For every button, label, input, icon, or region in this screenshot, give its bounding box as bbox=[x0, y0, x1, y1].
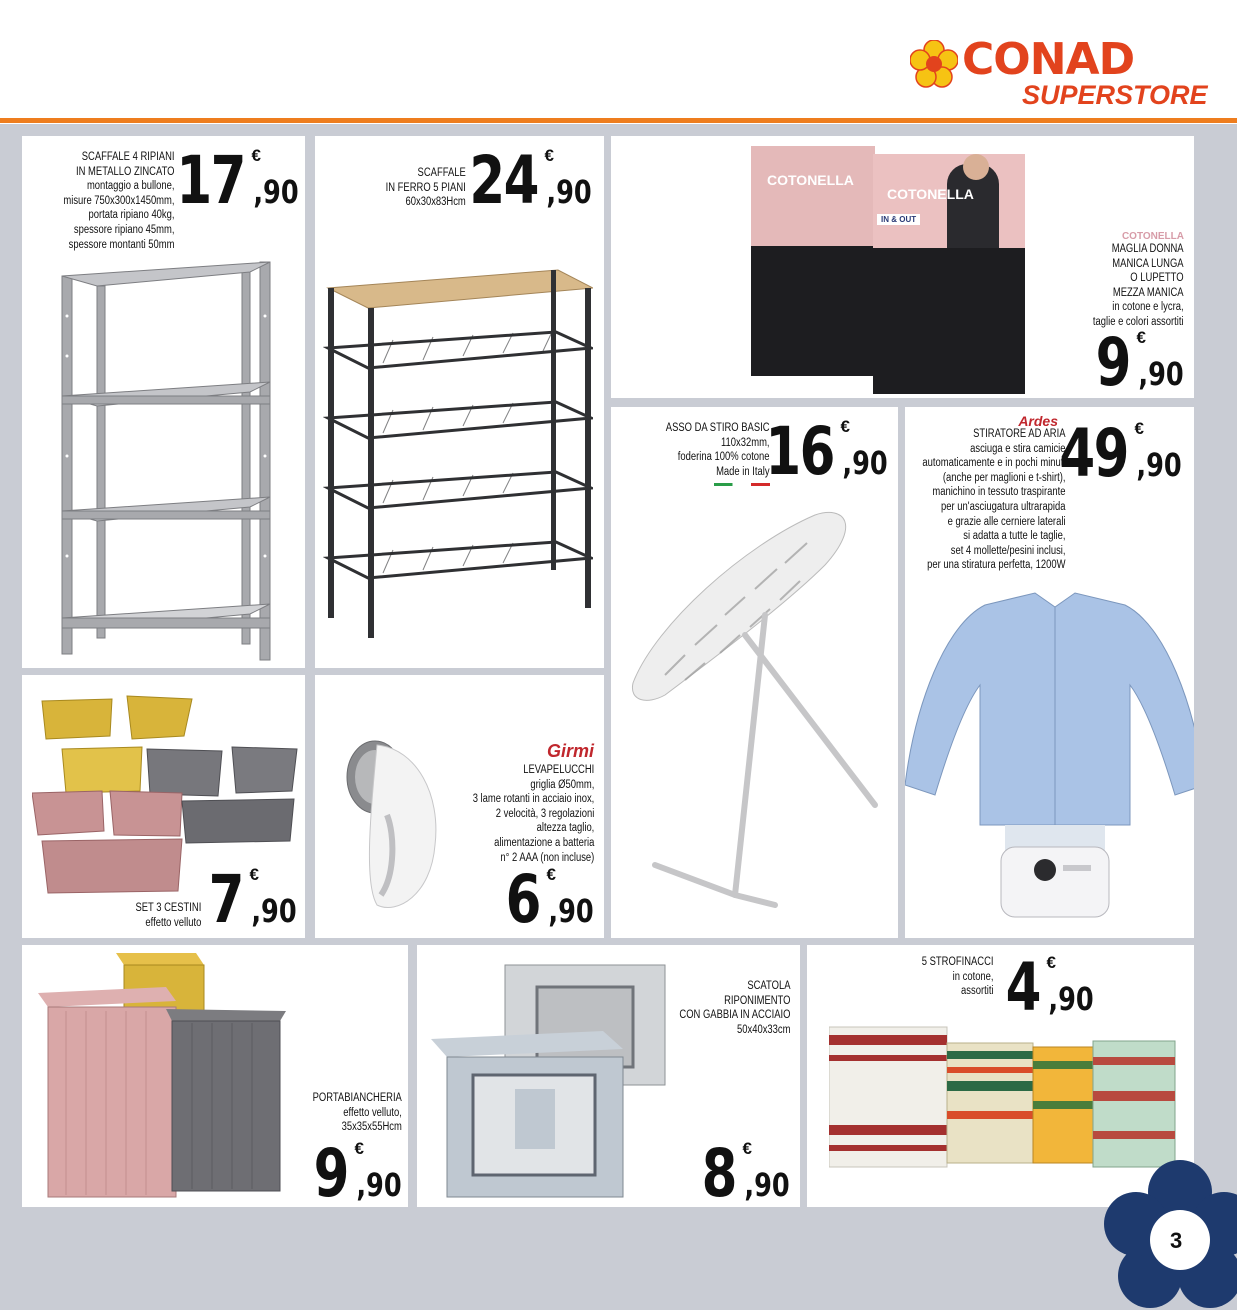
price-integer: 7 bbox=[208, 861, 243, 938]
metal-shelf-image bbox=[52, 256, 282, 666]
price-tag bbox=[765, 413, 888, 490]
desc-line: 50x40x33cm bbox=[736, 1023, 790, 1036]
desc-line: O LUPETTO bbox=[1130, 272, 1184, 285]
price-decimal: ,90 bbox=[1138, 355, 1184, 393]
flower-icon bbox=[910, 40, 958, 88]
desc-line: effetto velluto, bbox=[343, 1106, 402, 1119]
product-description bbox=[472, 763, 594, 865]
currency-symbol: € bbox=[546, 865, 556, 884]
price-tag bbox=[468, 142, 592, 219]
desc-line: IN FERRO 5 PIANI bbox=[385, 181, 466, 194]
desc-line: n° 2 AAA (non incluse) bbox=[500, 851, 594, 864]
desc-line: spessore ripiano 45mm, bbox=[74, 223, 175, 236]
brand-logo: COTONELLA bbox=[1121, 231, 1184, 242]
price-integer: 6 bbox=[505, 861, 540, 938]
price-integer: 24 bbox=[469, 142, 538, 219]
desc-line: SCAFFALE 4 RIPIANI bbox=[82, 151, 175, 163]
desc-line: automaticamente e in pochi minuti bbox=[922, 457, 1066, 470]
shirt-package-front bbox=[873, 154, 1025, 394]
package-brand: COTONELLA bbox=[767, 172, 854, 188]
product-description bbox=[64, 150, 175, 252]
desc-line: spessore montanti 50mm bbox=[69, 238, 175, 251]
brand-logo: Girmi bbox=[546, 741, 594, 761]
price-tag bbox=[205, 861, 297, 938]
product-card-shelf5[interactable] bbox=[315, 136, 604, 668]
desc-line: MANICA LUNGA bbox=[1112, 257, 1184, 270]
currency-symbol: € bbox=[249, 865, 259, 884]
brand-logo: Ardes bbox=[1018, 413, 1058, 429]
desc-line: MAGLIA DONNA bbox=[1112, 243, 1184, 255]
price-tag bbox=[1094, 324, 1184, 398]
price-tag bbox=[1059, 415, 1182, 492]
product-description bbox=[679, 979, 790, 1037]
desc-line: 60x30x83Hcm bbox=[405, 196, 466, 209]
package-brand: COTONELLA bbox=[887, 186, 974, 202]
price-integer: 9 bbox=[313, 1135, 348, 1207]
product-description bbox=[1093, 242, 1184, 330]
price-tag bbox=[502, 861, 594, 938]
desc-line: set 4 mollette/pesini inclusi, bbox=[951, 544, 1066, 557]
lint-remover-image bbox=[337, 735, 447, 915]
italian-flag bbox=[714, 483, 770, 486]
price-decimal: ,90 bbox=[842, 444, 888, 482]
currency-symbol: € bbox=[251, 146, 261, 165]
page-flower-icon bbox=[1100, 1160, 1237, 1310]
product-card-shirt[interactable] bbox=[611, 136, 1194, 398]
desc-line: asciuga e stira camicie bbox=[970, 442, 1066, 455]
currency-symbol: € bbox=[1136, 328, 1146, 347]
made-in-italy: Made in Italy bbox=[716, 465, 770, 478]
page-number: 3 bbox=[1170, 1228, 1183, 1253]
price-integer: 9 bbox=[1095, 324, 1130, 398]
product-card-air-iron[interactable] bbox=[905, 407, 1194, 938]
desc-line: manichino in tessuto traspirante bbox=[932, 486, 1066, 499]
desc-line: griglia Ø50mm, bbox=[530, 778, 594, 791]
desc-line: 2 velocità, 3 regolazioni bbox=[495, 807, 594, 820]
desc-line: SCAFFALE bbox=[417, 167, 466, 179]
price-decimal: ,90 bbox=[251, 892, 297, 930]
price-tag bbox=[1002, 949, 1094, 1026]
currency-symbol: € bbox=[1134, 419, 1144, 438]
product-description bbox=[313, 1091, 402, 1135]
price-decimal: ,90 bbox=[1136, 446, 1182, 484]
desc-line: IN METALLO ZINCATO bbox=[76, 165, 175, 178]
currency-symbol: € bbox=[544, 146, 554, 165]
desc-line: (anche per maglioni e t-shirt), bbox=[943, 471, 1066, 484]
desc-line: LEVAPELUCCHI bbox=[522, 764, 594, 776]
price-decimal: ,90 bbox=[744, 1166, 790, 1204]
desc-line: ASSO DA STIRO BASIC bbox=[666, 422, 770, 434]
desc-line: portata ripiano 40kg, bbox=[89, 209, 175, 222]
product-description bbox=[666, 421, 770, 479]
product-card-hamper[interactable] bbox=[22, 945, 408, 1207]
currency-symbol: € bbox=[1046, 953, 1056, 972]
price-integer: 17 bbox=[176, 142, 245, 219]
header-divider bbox=[0, 118, 1237, 123]
desc-line: per un'asciugatura ultrarapida bbox=[941, 500, 1066, 513]
shirt-package-back bbox=[751, 146, 875, 376]
price-decimal: ,90 bbox=[546, 173, 592, 211]
price-tag bbox=[698, 1135, 790, 1207]
price-tag bbox=[176, 142, 299, 219]
desc-line: CON GABBIA IN ACCIAIO bbox=[678, 1009, 790, 1022]
towels-image bbox=[829, 1021, 1179, 1171]
desc-line: 35x35x55Hcm bbox=[341, 1121, 402, 1134]
currency-symbol: € bbox=[742, 1139, 752, 1158]
product-description bbox=[923, 427, 1066, 573]
package-tag: IN & OUT bbox=[877, 214, 920, 225]
product-card-baskets[interactable] bbox=[22, 675, 305, 938]
product-card-ironing-board[interactable] bbox=[611, 407, 898, 938]
desc-line: misure 750x300x1450mm, bbox=[63, 194, 175, 207]
desc-line: MEZZA MANICA bbox=[1113, 286, 1184, 299]
desc-line: STIRATORE AD ARIA bbox=[973, 428, 1066, 440]
desc-line: taglie e colori assortiti bbox=[1093, 315, 1184, 328]
desc-line: si adatta a tutte le taglie, bbox=[963, 530, 1066, 543]
desc-line: SET 3 CESTINI bbox=[135, 902, 201, 914]
desc-line: SCATOLA bbox=[746, 980, 790, 992]
price-integer: 16 bbox=[765, 413, 834, 490]
price-tag bbox=[312, 1135, 402, 1207]
product-card-shelf4[interactable] bbox=[22, 136, 305, 668]
price-decimal: ,90 bbox=[1048, 980, 1094, 1018]
price-integer: 49 bbox=[1059, 415, 1128, 492]
desc-line: e grazie alle cerniere laterali bbox=[948, 515, 1066, 528]
price-decimal: ,90 bbox=[253, 173, 299, 211]
product-card-storage-box[interactable] bbox=[417, 945, 800, 1207]
desc-line: montaggio a bullone, bbox=[87, 180, 175, 193]
hamper-image bbox=[36, 951, 296, 1201]
desc-line: foderina 100% cotone bbox=[678, 451, 770, 464]
desc-line: effetto velluto bbox=[145, 916, 201, 929]
product-description bbox=[922, 955, 994, 999]
conad-logo bbox=[910, 36, 1210, 116]
brand-subtitle: SUPERSTORE bbox=[1022, 80, 1208, 110]
desc-line: per una stiratura perfetta, 1200W bbox=[927, 559, 1066, 572]
desc-line: PORTABIANCHERIA bbox=[312, 1092, 402, 1104]
iron-shelf-image bbox=[323, 266, 593, 646]
desc-line: in cotone e lycra, bbox=[1112, 301, 1184, 314]
product-description bbox=[135, 901, 201, 930]
desc-line: 5 STROFINACCI bbox=[922, 956, 994, 968]
currency-symbol: € bbox=[840, 417, 850, 436]
desc-line: 3 lame rotanti in acciaio inox, bbox=[472, 793, 594, 806]
currency-symbol: € bbox=[354, 1139, 364, 1158]
air-iron-shirt-image bbox=[905, 585, 1194, 925]
product-description bbox=[386, 166, 466, 210]
desc-line: RIPONIMENTO bbox=[723, 994, 790, 1007]
price-integer: 4 bbox=[1005, 949, 1040, 1026]
ironing-board-image bbox=[625, 505, 885, 915]
desc-line: 110x32mm, bbox=[721, 436, 770, 449]
storage-box-image bbox=[427, 959, 687, 1204]
price-integer: 8 bbox=[701, 1135, 736, 1207]
product-card-lint-remover[interactable] bbox=[315, 675, 604, 938]
desc-line: altezza taglio, bbox=[536, 822, 594, 835]
desc-line: assortiti bbox=[961, 985, 994, 998]
desc-line: alimentazione a batteria bbox=[493, 836, 594, 849]
price-decimal: ,90 bbox=[548, 892, 594, 930]
brand-name: CONAD bbox=[962, 34, 1135, 85]
price-decimal: ,90 bbox=[356, 1166, 402, 1204]
desc-line: in cotone, bbox=[953, 970, 994, 983]
